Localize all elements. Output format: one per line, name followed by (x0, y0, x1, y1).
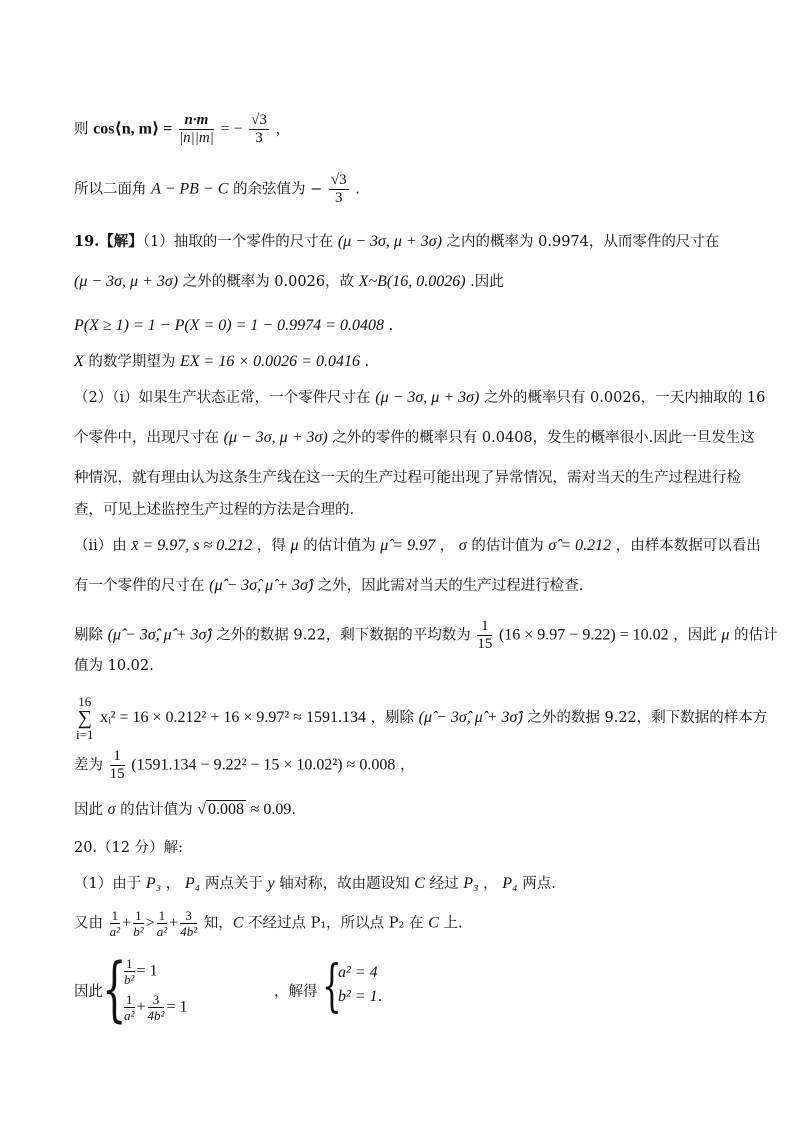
line-cos-nm (74, 112, 290, 152)
frac-numerator: 1 (126, 956, 133, 971)
text: . (364, 354, 370, 370)
line-19-2d (74, 500, 354, 520)
math-eq: = 1 (136, 962, 158, 980)
math-var: y (267, 875, 275, 892)
frac-denominator: |n||m| (179, 130, 214, 146)
fraction (124, 992, 135, 1023)
math-op: + (136, 998, 146, 1016)
text: （ii）由 (74, 538, 127, 554)
text: ， (439, 538, 455, 554)
fraction (124, 956, 135, 987)
math-op: + (169, 914, 179, 932)
text: 值为 10.02. (74, 658, 154, 674)
frac-denominator: a² (109, 924, 121, 939)
math-op: > (145, 914, 155, 932)
math-var: C (414, 875, 425, 892)
frac-numerator: √3 (251, 112, 267, 128)
fraction (110, 908, 121, 939)
frac-denominator: a² (124, 1008, 135, 1023)
math-var: X (74, 353, 84, 370)
math-interval: (μ − 3σ, μ + 3σ) (375, 389, 480, 406)
fraction-nm (179, 112, 214, 147)
text: 之内的概率为 0.9974，从而零件的尺寸在 (446, 234, 720, 250)
math-estimate: μ̂ = 9.97 (380, 537, 436, 554)
line-19-4b (74, 656, 154, 676)
frac-denominator: 15 (109, 766, 125, 782)
system-of-equations (74, 948, 474, 1030)
text: 之外的数据 9.22，剩下数据的平均数为 (216, 627, 471, 644)
math-sqrt-arg: 0.008 (208, 801, 244, 818)
text: 剔除 (74, 627, 103, 644)
text: . (291, 802, 296, 818)
line-19-2b (74, 428, 755, 448)
text: 上. (443, 915, 463, 932)
math-variance: (1591.134 − 9.22² − 15 × 10.02²) ≈ 0.008 (131, 756, 396, 774)
text: 又由 (74, 915, 103, 932)
text: ， (399, 757, 415, 774)
frac-denominator: 15 (477, 636, 493, 652)
fraction (180, 908, 197, 939)
text: 的估计值为 (303, 538, 376, 554)
text: 轴对称，故由题设知 (279, 876, 410, 892)
frac-numerator: √3 (330, 172, 347, 188)
equation-row-2 (122, 992, 187, 1023)
text: 差为 (74, 757, 103, 774)
text: 查，可见上述监控生产过程的方法是合理的. (74, 502, 355, 518)
frac-denominator: 3 (255, 130, 263, 146)
line-20-1 (74, 874, 556, 894)
line-19-3a (74, 536, 761, 556)
text: 两点. (522, 876, 556, 892)
frac-numerator: 3 (180, 908, 197, 924)
text: 个零件中，出现尺寸在 (74, 430, 219, 446)
line-19-1a (74, 232, 719, 252)
line-19-1c (74, 316, 393, 336)
text: （1）抽取的一个零件的尺寸在 (142, 234, 334, 250)
math-solution: a² = 4 (338, 964, 378, 981)
equation-row-1 (122, 956, 158, 987)
line-19-3b (74, 576, 583, 596)
text: 两点关于 (204, 876, 263, 892)
fraction-sqrt3-over-3 (249, 112, 269, 147)
text: 的余弦值为 − (233, 181, 323, 198)
math-rhs: = − (220, 120, 243, 138)
text: 之外的零件的概率只有 0.0408，发生的概率很小.因此一旦发生这 (332, 430, 755, 446)
math-var: σ (458, 537, 467, 554)
text: 的估计 (734, 627, 778, 644)
frac-denominator: 4b² (147, 1008, 165, 1023)
fraction (133, 908, 144, 939)
text: ， (483, 876, 498, 892)
math-point: P₃ (145, 875, 162, 892)
math-distribution: X~B(16, 0.0026) (358, 273, 466, 290)
text: 不经过点 P₁，所以点 P₂ 在 (248, 915, 424, 932)
text: 因此 (74, 984, 103, 1000)
text: . (388, 318, 394, 334)
math-interval: (μ̂ − 3σ̂, μ̂ + 3σ̂) (107, 626, 212, 644)
math-estimate: σ̂ = 0.212 (548, 537, 612, 554)
line-19-1d (74, 352, 369, 372)
line-19-2c (74, 468, 741, 488)
math-mean: (16 × 9.97 − 9.22) = 10.02 (498, 626, 669, 644)
solution-row-2 (338, 988, 382, 1006)
frac-numerator: 3 (148, 992, 165, 1008)
text: 的数学期望为 (88, 354, 176, 370)
math-point: P₄ (184, 875, 201, 892)
math-cos-expr: cos⟨n, m⟩ = (93, 120, 173, 138)
math-op: + (122, 914, 132, 932)
text: 知， (203, 915, 233, 932)
frac-denominator: b² (124, 972, 135, 987)
text: 则 (74, 121, 89, 138)
line-19-5b (74, 748, 414, 788)
line-19-5c (74, 800, 296, 820)
left-brace-icon: { (322, 954, 342, 1019)
text: ，得 (256, 538, 286, 554)
math-probability: P(X ≥ 1) = 1 − P(X = 0) = 1 − 0.9974 = 0.0408 (74, 317, 384, 334)
text: （2）（i）如果生产状态正常，一个零件尺寸在 (74, 390, 371, 406)
math-approx: ≈ 0.09 (250, 801, 292, 818)
line-19-5a (74, 694, 768, 742)
line-19-4a (74, 618, 778, 658)
frac-numerator: 1 (135, 908, 142, 923)
line-19-2a (74, 388, 765, 408)
math-interval: (μ − 3σ, μ + 3σ) (223, 429, 328, 446)
frac-numerator: n·m (179, 112, 214, 130)
math-sample-stats: x̄ = 9.97, s ≈ 0.212 (131, 537, 253, 554)
line-dihedral-angle (74, 172, 360, 212)
math-var: C (232, 914, 244, 932)
fraction (157, 908, 168, 939)
frac-denominator: 4b² (180, 924, 198, 939)
text: 种情况，就有理由认为这条生产线在这一天的生产过程可能出现了异常情况，需对当天的生产过程进行检 (74, 470, 741, 486)
math-var: μ (721, 626, 730, 644)
math-expr: A − PB − C (151, 180, 229, 198)
line-19-1b (74, 272, 504, 292)
frac-numerator: 1 (110, 748, 125, 766)
problem-number: 19.【解】 (74, 233, 143, 250)
frac-denominator: 3 (335, 190, 343, 206)
math-interval: (μ̂ − 3σ̂, μ̂ + 3σ̂) (418, 709, 523, 726)
frac-numerator: 1 (158, 908, 166, 923)
frac-denominator: a² (156, 924, 168, 939)
fraction-1-over-15 (477, 618, 492, 653)
math-point: P₄ (502, 875, 518, 892)
text: ，因此 (673, 627, 717, 644)
text: ，由样本数据可以看出 (615, 538, 761, 554)
line-20-2 (74, 908, 462, 948)
text: 因此 (74, 802, 103, 818)
math-expectation: EX = 16 × 0.0026 = 0.0416 (180, 353, 360, 370)
text: . (377, 989, 383, 1005)
text: . (355, 181, 360, 198)
text: 所以二面角 (74, 181, 147, 198)
summation (76, 694, 93, 742)
math-sum-squares: xᵢ² = 16 × 0.212² + 16 × 9.97² ≈ 1591.134 (100, 709, 366, 726)
text: ， (275, 121, 290, 138)
frac-numerator: 1 (111, 908, 119, 923)
sqrt-icon: √ (197, 801, 206, 818)
math-interval: (μ − 3σ, μ + 3σ) (337, 233, 442, 250)
text: 的估计值为 (120, 802, 193, 818)
fraction-sqrt3-over-3 (329, 172, 349, 207)
math-eq: = 1 (166, 998, 188, 1016)
sum-upper: 16 (78, 694, 92, 709)
text: （1）由于 (74, 876, 142, 892)
fraction-1-over-15 (110, 748, 125, 783)
text: .因此 (470, 274, 504, 290)
math-var: μ (290, 537, 299, 554)
math-var: C (428, 914, 439, 932)
math-solution: b² = 1 (338, 988, 378, 1005)
frac-numerator: 1 (477, 618, 492, 636)
sigma-icon: ∑ (77, 707, 92, 729)
text: 之外的数据 9.22，剩下数据的样本方 (527, 710, 768, 726)
math-point: P₃ (463, 875, 479, 892)
problem-number: 20.（12 分）解: (74, 840, 184, 856)
text: 之外的概率为 0.0026，故 (182, 274, 355, 290)
text: 之外的概率只有 0.0026，一天内抽取的 16 (483, 390, 766, 406)
frac-numerator: 1 (126, 992, 133, 1007)
math-interval: (μ − 3σ, μ + 3σ) (74, 273, 179, 290)
frac-denominator: b² (133, 924, 144, 939)
text: ，剔除 (370, 710, 415, 726)
math-var: σ (107, 801, 116, 818)
line-20-heading (74, 838, 183, 858)
text: 之外，因此需对当天的生产过程进行检查. (317, 578, 584, 594)
sum-lower: i=1 (76, 727, 94, 742)
math-interval: (μ̂ − 3σ̂, μ̂ + 3σ̂) (209, 577, 314, 594)
solution-row-1 (338, 964, 378, 982)
text: 的估计值为 (471, 538, 544, 554)
text: ，解得 (274, 984, 318, 1000)
text: 经过 (429, 876, 459, 892)
left-brace-icon: { (102, 948, 127, 1030)
fraction (148, 992, 165, 1023)
text: 有一个零件的尺寸在 (74, 578, 205, 594)
text: ， (165, 876, 181, 892)
